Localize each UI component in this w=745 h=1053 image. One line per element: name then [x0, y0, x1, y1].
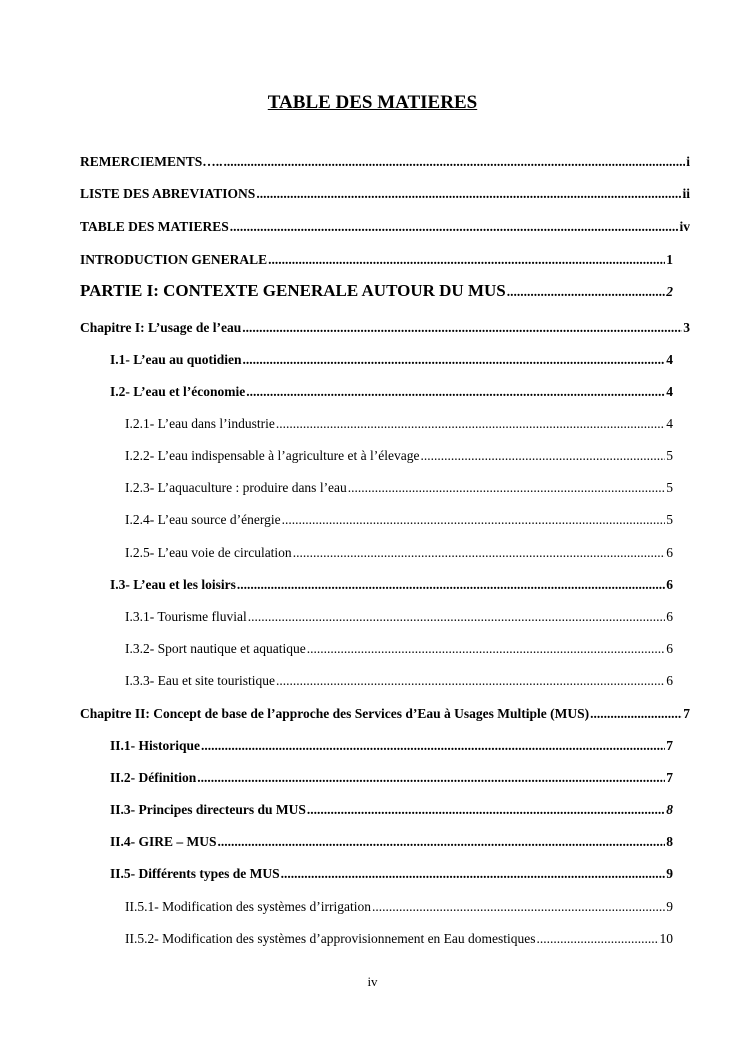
toc-leader: [268, 251, 665, 269]
toc-entry-label: Chapitre I: L’usage de l’eau: [80, 320, 242, 335]
toc-entry[interactable]: [80, 251, 673, 269]
toc-entry-page: 10: [659, 931, 673, 946]
toc-entry[interactable]: [80, 185, 690, 203]
toc-leader: [248, 608, 665, 626]
toc-entry-page: 4: [666, 416, 673, 431]
toc-entry[interactable]: [110, 769, 673, 787]
toc-leader: [201, 737, 665, 755]
toc-entry[interactable]: [80, 319, 690, 337]
toc-entry[interactable]: [110, 576, 673, 594]
toc-entry[interactable]: [125, 898, 673, 916]
toc-leader: [237, 576, 665, 594]
toc-leader: [242, 319, 682, 337]
toc-entry-label: PARTIE I: CONTEXTE GENERALE AUTOUR DU MUS: [80, 281, 506, 300]
toc-entry[interactable]: [80, 218, 690, 236]
toc-entry-page: iv: [679, 219, 690, 234]
toc-leader: [507, 283, 666, 301]
toc-entry[interactable]: [80, 705, 690, 723]
toc-entry-label: I.2.3- L’aquaculture : produire dans l’eau: [125, 480, 347, 495]
toc-entry-label: II.3- Principes directeurs du MUS: [110, 802, 306, 817]
toc-entry[interactable]: [125, 479, 673, 497]
toc-leader: [307, 801, 665, 819]
toc-entry[interactable]: [125, 608, 673, 626]
toc-entry[interactable]: [110, 833, 673, 851]
toc-entry[interactable]: [80, 153, 690, 171]
toc-entry[interactable]: [80, 282, 673, 301]
toc-entry-page: 6: [666, 673, 673, 688]
toc-leader: [372, 898, 665, 916]
toc-entry-label: REMERCIEMENTS…..: [80, 154, 223, 169]
toc-entry-label: I.2.1- L’eau dans l’industrie: [125, 416, 275, 431]
toc-entry-page: 8: [666, 802, 673, 817]
toc-entry-label: II.5- Différents types de MUS: [110, 866, 280, 881]
toc-entry-label: II.5.2- Modification des systèmes d’approvisionnement en Eau domestiques: [125, 931, 536, 946]
toc-entry-page: 5: [666, 448, 673, 463]
toc-entry[interactable]: [125, 415, 673, 433]
toc-entry[interactable]: [110, 351, 673, 369]
toc-entry-page: 4: [666, 384, 673, 399]
toc-entry[interactable]: [125, 930, 673, 948]
toc-entry-label: I.3.2- Sport nautique et aquatique: [125, 641, 306, 656]
toc-entry[interactable]: [125, 672, 673, 690]
toc-entry-label: TABLE DES MATIERES: [80, 219, 229, 234]
toc-leader: [348, 479, 665, 497]
toc-entry[interactable]: [110, 801, 673, 819]
toc-entry-page: 6: [666, 641, 673, 656]
toc-leader: [246, 383, 665, 401]
toc-leader: [537, 930, 659, 948]
toc-leader: [276, 415, 665, 433]
toc-entry-page: 7: [666, 770, 673, 785]
toc-entry-page: 9: [666, 866, 673, 881]
toc-leader: [293, 544, 666, 562]
toc-entry[interactable]: [125, 511, 673, 529]
toc-entry-label: II.4- GIRE – MUS: [110, 834, 217, 849]
toc-entry-page: 6: [666, 577, 673, 592]
toc-entry-page: ii: [682, 186, 690, 201]
toc-leader: [421, 447, 666, 465]
toc-entry[interactable]: [125, 544, 673, 562]
toc-entry[interactable]: [110, 383, 673, 401]
toc-entry[interactable]: [125, 640, 673, 658]
toc-entry-label: LISTE DES ABREVIATIONS: [80, 186, 256, 201]
toc-leader: [590, 705, 682, 723]
toc-leader: [281, 865, 666, 883]
toc-entry-label: I.2.4- L’eau source d’énergie: [125, 512, 281, 527]
toc-entry-page: 4: [666, 352, 673, 367]
toc-leader: [282, 511, 666, 529]
toc-entry-page: 1: [666, 252, 673, 267]
toc-entry-page: 3: [683, 320, 690, 335]
toc-entry-page: 6: [666, 609, 673, 624]
page-title: TABLE DES MATIERES: [267, 92, 478, 113]
toc-entry-label: I.3.1- Tourisme fluvial: [125, 609, 247, 624]
toc-entry-label: Chapitre II: Concept de base de l’approche des Services d’Eau à Usages Multiple (MUS): [80, 706, 590, 721]
toc-leader: [224, 153, 686, 171]
toc-entry-page: 7: [666, 738, 673, 753]
toc-leader: [256, 185, 681, 203]
toc-entry-label: I.3.3- Eau et site touristique: [125, 673, 275, 688]
toc-leader: [230, 218, 679, 236]
toc-entry-label: II.5.1- Modification des systèmes d’irrigation: [125, 899, 371, 914]
toc-entry-label: I.3- L’eau et les loisirs: [110, 577, 236, 592]
toc-entry-page: 6: [666, 545, 673, 560]
toc-entry-label: II.1- Historique: [110, 738, 201, 753]
toc-leader: [243, 351, 666, 369]
toc-entry-page: 2: [666, 284, 673, 299]
toc-leader: [276, 672, 665, 690]
toc-entry[interactable]: [110, 865, 673, 883]
toc-entry-label: I.2.2- L’eau indispensable à l’agriculture et à l’élevage: [125, 448, 420, 463]
toc-entry-page: 9: [666, 899, 673, 914]
toc-leader: [197, 769, 665, 787]
toc-entry[interactable]: [125, 447, 673, 465]
toc-entry-page: 5: [666, 512, 673, 527]
toc-entry-label: I.2- L’eau et l’économie: [110, 384, 246, 399]
toc-entry-page: 8: [666, 834, 673, 849]
toc-entry-page: 5: [666, 480, 673, 495]
toc-leader: [218, 833, 666, 851]
toc-entry[interactable]: [110, 737, 673, 755]
toc-entry-page: 7: [683, 706, 690, 721]
toc-leader: [307, 640, 666, 658]
toc-entry-label: I.1- L’eau au quotidien: [110, 352, 242, 367]
toc-entry-page: i: [686, 154, 690, 169]
toc-entry-label: II.2- Définition: [110, 770, 197, 785]
page-number: iv: [367, 974, 378, 989]
toc-entry-label: I.2.5- L’eau voie de circulation: [125, 545, 292, 560]
toc-entry-label: INTRODUCTION GENERALE: [80, 252, 268, 267]
